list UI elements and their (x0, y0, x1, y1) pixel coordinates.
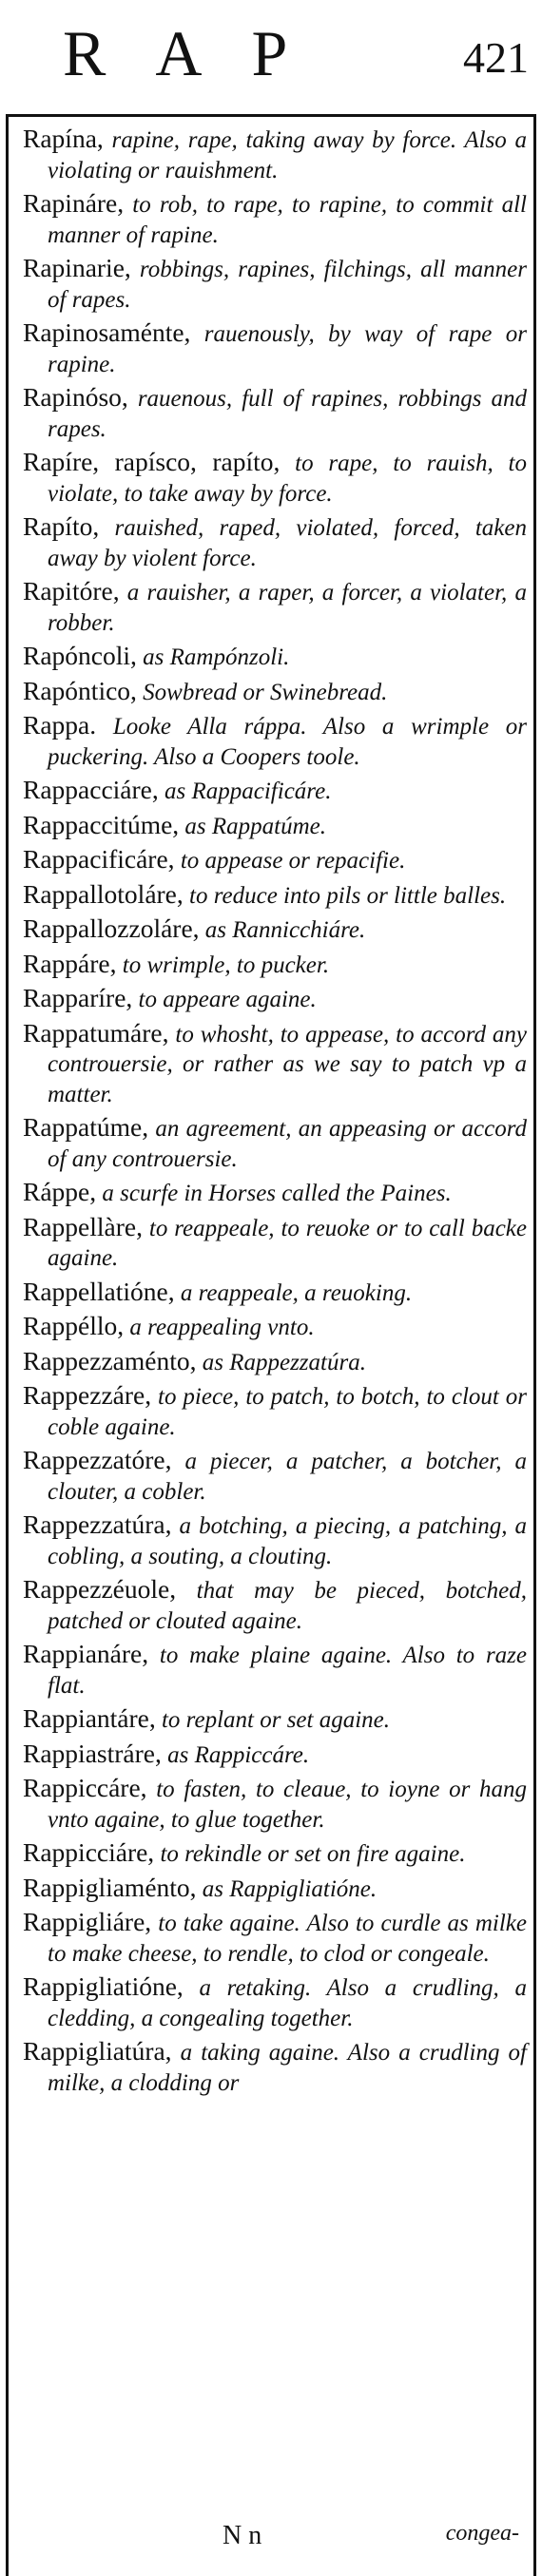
entry-headword: Rappiccáre, (23, 1773, 147, 1802)
dictionary-entry (23, 810, 527, 842)
dictionary-entry (23, 2036, 527, 2098)
entry-headword: Rappianáre, (23, 1639, 149, 1668)
dictionary-entry (23, 949, 527, 981)
entry-definition: a taking againe. Also a crudling of milke, a clodding or (48, 2040, 527, 2096)
entry-definition: as Rappiccáre. (161, 1741, 310, 1768)
dictionary-entry (23, 1773, 527, 1835)
running-head: RAP (63, 17, 338, 89)
entry-definition: Sowbread or Swinebread. (136, 679, 388, 705)
dictionary-entry (23, 1277, 527, 1309)
entry-headword: Rapíto, (23, 511, 100, 541)
entry-definition: rapine, rape, taking away by force. Also a violating or rauishment. (48, 127, 527, 183)
entry-headword: Rappezzaménto, (23, 1345, 197, 1375)
entry-headword: Rappezzáre, (23, 1380, 152, 1410)
entry-headword: Rappigliaménto, (23, 1872, 197, 1902)
entry-headword: Rappiantáre, (23, 1703, 156, 1733)
entry-definition: as Rappatúme. (179, 813, 327, 839)
entry-list (23, 124, 527, 2101)
entry-definition: an agreement, an appeasing or accord of any controuersie. (48, 1116, 527, 1172)
entry-headword: Rappellatióne, (23, 1276, 175, 1306)
entry-headword: Rappallozzoláre, (23, 913, 200, 943)
dictionary-entry (23, 1177, 527, 1209)
page-footer (23, 2521, 519, 2559)
entry-headword: Rapinosaménte, (23, 317, 191, 347)
dictionary-entry (23, 844, 527, 876)
dictionary-entry (23, 511, 527, 573)
dictionary-entry (23, 1018, 527, 1110)
dictionary-entry (23, 1445, 527, 1507)
dictionary-entry (23, 1346, 527, 1378)
entry-headword: Rapinóso, (23, 382, 128, 412)
entry-headword: Rappa. (23, 710, 97, 740)
dictionary-entry (23, 1112, 527, 1174)
entry-headword: Rappaccitúme, (23, 809, 180, 839)
entry-definition: as Rannicchiáre. (199, 917, 366, 943)
dictionary-entry (23, 124, 527, 185)
entry-headword: Rappallotoláre, (23, 878, 184, 909)
entry-definition: to appease or repacifie. (174, 848, 406, 874)
dictionary-entry (23, 1380, 527, 1442)
entry-definition: as Rappezzatúra. (196, 1349, 366, 1375)
dictionary-entry (23, 1739, 527, 1771)
entry-definition: to replant or set againe. (155, 1707, 391, 1733)
dictionary-entry (23, 1703, 527, 1736)
page-number: 421 (463, 33, 529, 82)
dictionary-entry (23, 1639, 527, 1701)
entry-headword: Rappiastráre, (23, 1738, 162, 1768)
entry-definition: to fasten, to cleaue, to ioyne or hang vnto againe, to glue together. (48, 1777, 527, 1833)
entry-headword: Rappacciáre, (23, 775, 159, 804)
dictionary-entry (23, 188, 527, 250)
dictionary-entry (23, 641, 527, 673)
entry-definition: to rob, to rape, to rapine, to commit all manner of rapine. (48, 192, 527, 248)
dictionary-entry (23, 576, 527, 638)
dictionary-entry (23, 1837, 527, 1870)
page-header (8, 0, 534, 114)
dictionary-entry (23, 1907, 527, 1969)
entry-headword: Rapparíre, (23, 983, 133, 1012)
entry-definition: to wrimple, to pucker. (116, 952, 330, 978)
entry-definition: as Rappigliatióne. (196, 1875, 377, 1902)
entry-definition: robbings, rapines, filchings, all manner of rapes. (48, 257, 527, 313)
entry-headword: Rappigliáre, (23, 1907, 152, 1936)
entry-definition: a botching, a piecing, a patching, a cobling, a souting, a clouting. (48, 1513, 527, 1569)
entry-headword: Rappicciáre, (23, 1837, 155, 1867)
entry-headword: Rapináre, (23, 188, 125, 218)
entry-headword: Rapitóre, (23, 576, 120, 606)
entry-headword: Rappatúme, (23, 1112, 149, 1142)
signature-mark: N n (223, 2521, 262, 2550)
entry-definition: that may be pieced, botched, patched or clouted againe. (48, 1578, 527, 1634)
entry-headword: Rapinarie, (23, 253, 131, 282)
entry-headword: Rapíre, rapísco, rapíto, (23, 447, 281, 476)
entry-definition: to take againe. Also to curdle as milke to make cheese, to rendle, to clod or congeale. (48, 1911, 527, 1967)
entry-definition: to reduce into pils or little balles. (183, 882, 507, 909)
dictionary-entry (23, 253, 527, 315)
entry-definition: a reappeale, a reuoking. (174, 1279, 413, 1306)
entry-definition: to appeare againe. (132, 987, 317, 1012)
entry-definition: rauished, raped, violated, forced, taken away by violent force. (48, 515, 527, 571)
dictionary-entry (23, 1971, 527, 2033)
entry-headword: Rappigliatióne, (23, 1971, 184, 2001)
entry-headword: Rapóncoli, (23, 641, 137, 670)
entry-definition: as Rappacificáre. (158, 779, 332, 804)
entry-definition: to make plaine againe. Also to raze flat. (48, 1643, 527, 1699)
entry-headword: Rappéllo, (23, 1311, 125, 1340)
entry-definition: a piecer, a patcher, a botcher, a clouter, a cobler. (48, 1449, 527, 1505)
entry-definition: to reappeale, to reuoke or to call backe againe. (48, 1215, 527, 1271)
entry-definition: to rape, to rauish, to violate, to take away by force. (48, 451, 527, 507)
entry-headword: Rappigliatúra, (23, 2036, 172, 2066)
entry-definition: rauenously, by way of rape or rapine. (48, 321, 527, 377)
dictionary-entry (23, 983, 527, 1015)
dictionary-entry (23, 382, 527, 444)
entry-headword: Rapóntico, (23, 675, 137, 705)
dictionary-entry (23, 447, 527, 509)
dictionary-entry (23, 775, 527, 807)
entry-definition: to piece, to patch, to botch, to clout or coble againe. (48, 1384, 527, 1440)
entry-definition: a reappealing vnto. (124, 1315, 315, 1340)
entry-headword: Rappacificáre, (23, 844, 175, 874)
catchword: congea- (445, 2521, 519, 2546)
entry-definition: to whosht, to appease, to accord any controuersie, or rather as we say to patch vp a matter. (48, 1021, 527, 1107)
entry-headword: Rappatumáre, (23, 1017, 169, 1048)
entry-headword: Rappáre, (23, 948, 117, 978)
dictionary-entry (23, 879, 527, 912)
dictionary-entry (23, 317, 527, 379)
entry-definition: rauenous, full of rapines, robbings and rapes. (48, 386, 527, 442)
entry-headword: Rappezzatúra, (23, 1509, 172, 1539)
entry-definition: Looke Alla ráppa. Also a wrimple or puckering. Also a Coopers toole. (48, 714, 527, 770)
entry-headword: Rapína, (23, 124, 104, 153)
entry-definition: a scurfe in Horses called the Paines. (96, 1181, 452, 1206)
entry-definition: a rauisher, a raper, a forcer, a violater, a robber. (48, 580, 527, 636)
entry-definition: to rekindle or set on fire againe. (154, 1841, 466, 1867)
dictionary-entry (23, 1873, 527, 1905)
dictionary-entry (23, 1212, 527, 1274)
dictionary-entry (23, 913, 527, 946)
dictionary-entry (23, 1311, 527, 1343)
entry-headword: Rappellàre, (23, 1211, 143, 1241)
entry-headword: Ráppe, (23, 1177, 97, 1206)
entry-headword: Rappezzéuole, (23, 1574, 177, 1604)
entry-definition: a retaking. Also a crudling, a cledding, a congealing together. (48, 1975, 527, 2031)
dictionary-entry (23, 1574, 527, 1636)
dictionary-entry (23, 710, 527, 772)
entry-headword: Rappezzatóre, (23, 1445, 172, 1474)
entry-definition: as Rampónzoli. (136, 644, 290, 670)
dictionary-entry (23, 1509, 527, 1571)
dictionary-entry (23, 676, 527, 708)
